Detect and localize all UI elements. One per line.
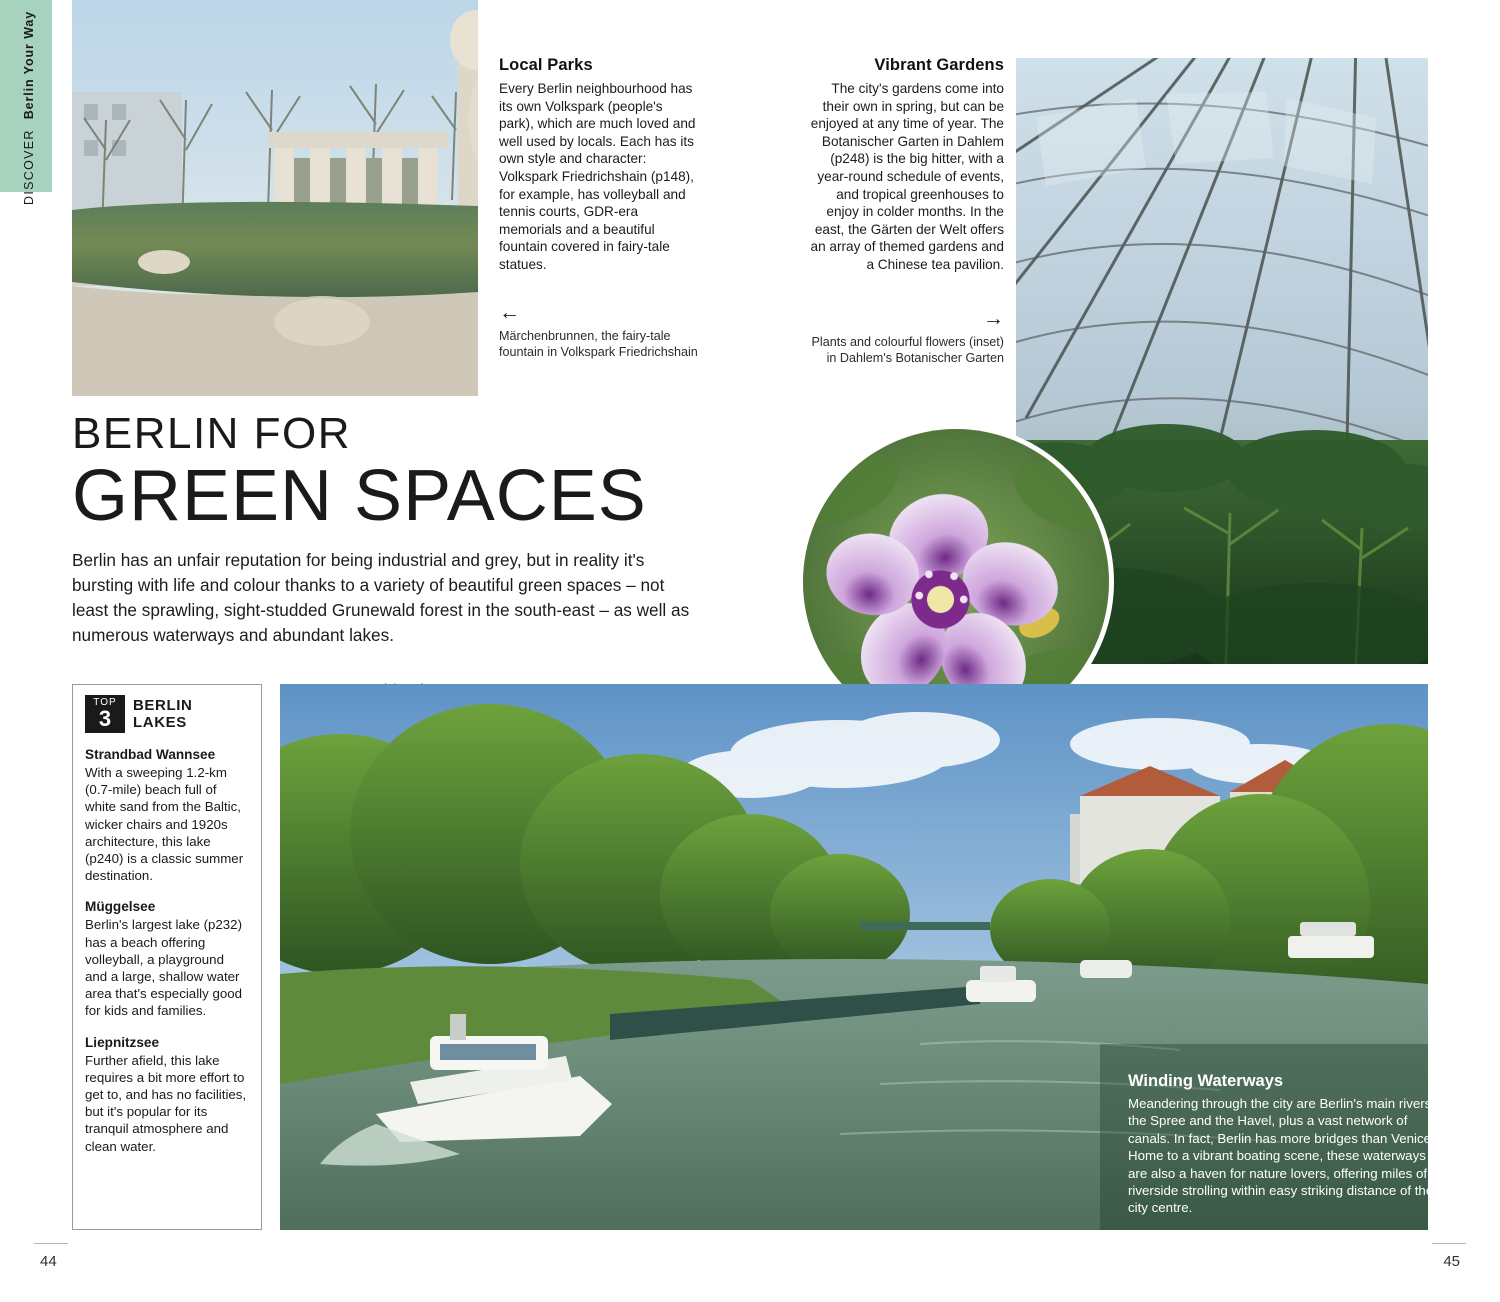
caption-botanischer-text: Plants and colourful flowers (inset) in Dahlem's Botanischer Garten: [811, 335, 1004, 365]
caption-maerchenbrunnen-text: Märchenbrunnen, the fairy-tale fountain in Volkspark Friedrichshain: [499, 329, 698, 359]
top3-badge-word: TOP: [93, 697, 117, 708]
list-item: [85, 1035, 249, 1155]
top3-title-line-2: LAKES: [133, 714, 187, 731]
top3-title: [133, 695, 192, 731]
maerchenbrunnen-illustration: [72, 0, 478, 396]
top3-badge-number: 3: [98, 706, 112, 731]
top3-lakes-box: [72, 684, 262, 1230]
arrow-left-icon: ←: [499, 301, 520, 324]
folio-rule-left: [34, 1243, 68, 1244]
top3-title-line-1: BERLIN: [133, 697, 193, 714]
winding-waterways-block: [1128, 1072, 1436, 1217]
lake-text: Berlin's largest lake (p232) has a beach offering volleyball, a playground and a large, shallow water area that's especially good for kids and families.: [85, 917, 243, 1019]
caption-maerchenbrunnen: [499, 302, 699, 360]
column-local-parks: [499, 56, 696, 274]
winding-waterways-body: Meandering through the city are Berlin's main rivers, the Spree and the Havel, plus a vast network of canals. In fact, Berlin has more bridges than Venice. Home to a vibrant boating scene, these waterways are also a haven for nature lovers, offering miles of riverside strolling within easy striking distance of the city centre.: [1128, 1096, 1436, 1216]
list-item: [85, 747, 249, 884]
caption-botanischer: [806, 308, 1004, 366]
page-number-left: 44: [40, 1253, 57, 1270]
running-head: [22, 0, 42, 205]
arrow-right-icon: →: [983, 307, 1004, 330]
running-head-section: DISCOVER: [22, 129, 36, 205]
title-line-2: GREEN SPACES: [72, 456, 647, 536]
image-maerchenbrunnen: [72, 0, 478, 396]
lake-name: Liepnitzsee: [85, 1034, 160, 1050]
title-line-1: BERLIN FOR: [72, 409, 352, 458]
lake-text: With a sweeping 1.2-km (0.7-mile) beach full of white sand from the Baltic, wicker chairs and 1920s architecture, this lake (p240) is a classic summer destination.: [85, 765, 244, 884]
column-vibrant-gardens: [806, 56, 1004, 274]
page-number-right: 45: [1443, 1253, 1460, 1270]
list-item: [85, 899, 249, 1019]
running-head-chapter: Berlin Your Way: [22, 10, 36, 120]
lake-text: Further afield, this lake requires a bit more effort to get to, and has no facilities, but it's popular for its tranquil atmosphere and clean water.: [85, 1052, 247, 1154]
local-parks-heading: Local Parks: [499, 56, 593, 74]
folio-rule-right: [1432, 1243, 1466, 1244]
top3-header: [85, 695, 249, 733]
vibrant-gardens-heading: Vibrant Gardens: [874, 56, 1004, 74]
local-parks-body: Every Berlin neighbourhood has its own Volkspark (people's park), which are much loved and well used by locals. Each has its own style and character: Volkspark Friedrichshain (p148), for example, has volleyball and tennis courts, GDR-era memorials and a beautiful fountain covered in fairy-tale statues.: [499, 81, 696, 272]
winding-waterways-heading: Winding Waterways: [1128, 1072, 1284, 1090]
intro-paragraph: Berlin has an unfair reputation for being industrial and grey, but in reality it's bursting with life and colour thanks to a variety of beautiful green spaces – not least the sprawling, sight-studded Grunewald forest in the south-east – as well as numerous waterways and abundant lakes.: [72, 550, 690, 645]
lake-name: Strandbad Wannsee: [85, 747, 216, 762]
vibrant-gardens-body: The city's gardens come into their own in spring, but can be enjoyed at any time of year. The Botanischer Garten in Dahlem (p248) is the big hitter, with a year-round schedule of events, and tropical greenhouses to enjoy in colder months. In the east, the Gärten der Welt offers an array of themed gardens and a Chinese tea pavilion.: [810, 81, 1004, 272]
page-title: [72, 410, 712, 534]
top3-badge: [85, 695, 125, 733]
lake-name: Müggelsee: [85, 899, 156, 915]
